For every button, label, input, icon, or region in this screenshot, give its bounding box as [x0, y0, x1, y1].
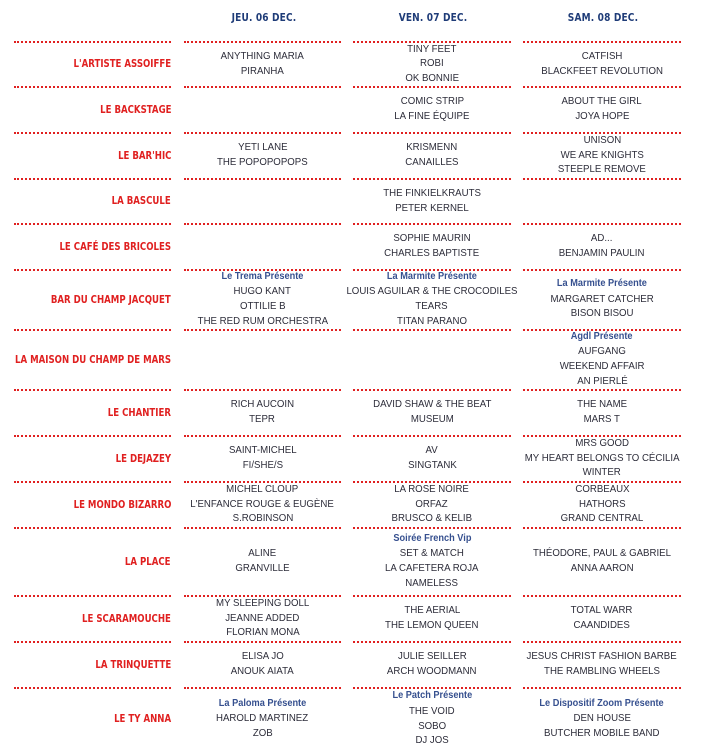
- artist-name: TEPR: [249, 413, 276, 425]
- artist-name: AV: [425, 444, 439, 457]
- artist-name: MARS T: [583, 413, 621, 425]
- artist-name: WINTER: [582, 466, 622, 479]
- artist-name: SET & MATCH: [399, 547, 465, 560]
- venue-name-cell: [14, 223, 171, 269]
- artist-name: CANAILLES: [405, 156, 459, 168]
- artist-name: JEANNE ADDED: [225, 611, 300, 624]
- venue-row: [0, 687, 704, 750]
- day-cell: [523, 687, 681, 750]
- day-cell: [184, 178, 341, 223]
- day-cell: [523, 641, 681, 687]
- artist-name: HUGO KANT: [233, 285, 292, 298]
- artist-name: BLACKFEET REVOLUTION: [541, 64, 663, 77]
- artist-name: LA FINE ÉQUIPE: [394, 110, 470, 122]
- artist-name: THE RAMBLING WHEELS: [544, 665, 660, 677]
- venue-name: LE MONDO BIZARRO: [73, 497, 171, 511]
- artist-name: MARGARET CATCHER: [550, 292, 654, 305]
- artist-name: ORFAZ: [415, 497, 449, 510]
- presenter-label: La Marmite Présente: [556, 278, 647, 290]
- venue-row: [0, 223, 704, 269]
- artist-name: THÉODORE, PAUL & GABRIEL: [533, 547, 671, 560]
- venue-name: LE BAR'HIC: [117, 148, 171, 162]
- artist-name: JULIE SEILLER: [397, 650, 467, 663]
- venue-name-cell: [14, 329, 171, 389]
- day-cell: [184, 389, 341, 435]
- venue-name-cell: [14, 132, 171, 178]
- artist-name: THE NAME: [577, 398, 627, 411]
- venue-name: LA BASCULE: [111, 194, 171, 207]
- presenter-label: La Marmite Présente: [386, 270, 477, 282]
- venue-name: LE SCARAMOUCHE: [82, 611, 171, 625]
- venue-rows: [0, 41, 704, 750]
- artist-name: OK BONNIE: [405, 71, 459, 84]
- artist-name: ELISA JO: [241, 650, 284, 663]
- day-cell: [184, 86, 341, 132]
- day-cell: [523, 223, 681, 269]
- artist-name: GRAND CENTRAL: [560, 512, 644, 525]
- day-cell: [523, 41, 681, 86]
- artist-name: ABOUT THE GIRL: [561, 95, 643, 108]
- artist-name: MRS GOOD: [575, 437, 629, 450]
- day-cell: [353, 132, 511, 178]
- presenter-label: Soirée French Vip: [392, 532, 472, 544]
- artist-name: AD...: [591, 232, 613, 245]
- artist-name: THE VOID: [409, 704, 455, 717]
- venue-name-cell: [14, 641, 171, 687]
- artist-name: CAANDIDES: [573, 619, 631, 631]
- venue-name: LA MAISON DU CHAMP DE MARS: [14, 352, 171, 366]
- artist-name: WE ARE KNIGHTS: [560, 148, 644, 161]
- presenter-label: Agdl Présente: [571, 330, 633, 342]
- artist-name: TITAN PARANO: [397, 314, 467, 327]
- artist-name: ZOB: [252, 726, 273, 739]
- venue-row: [0, 178, 704, 223]
- artist-name: ROBI: [420, 57, 444, 70]
- venue-name-cell: [14, 269, 171, 329]
- venue-name-cell: [14, 481, 171, 527]
- artist-name: L'ENFANCE ROUGE & EUGÈNE: [190, 497, 335, 510]
- venue-row: [0, 595, 704, 641]
- day-cell: [184, 527, 341, 595]
- artist-name: LA ROSE NOIRE: [394, 483, 470, 496]
- artist-name: NAMELESS: [405, 576, 459, 589]
- day-cell: [353, 481, 511, 527]
- artist-name: OTTILIE B: [239, 300, 286, 312]
- artist-name: BISON BISOU: [570, 307, 634, 320]
- artist-name: MY HEART BELONGS TO CÉCILIA: [524, 451, 680, 464]
- venue-name-cell: [14, 687, 171, 750]
- artist-name: THE FINKIELKRAUTS: [383, 186, 481, 199]
- artist-name: DJ JOS: [415, 734, 449, 747]
- day-cell: [353, 41, 511, 86]
- artist-name: STEEPLE REMOVE: [557, 163, 647, 176]
- venue-row: [0, 641, 704, 687]
- day-cell: [353, 389, 511, 435]
- venue-row: [0, 435, 704, 481]
- venue-name-cell: [14, 435, 171, 481]
- artist-name: JOYA HOPE: [574, 110, 630, 122]
- artist-name: ANNA AARON: [570, 562, 634, 574]
- artist-name: AN PIERLÉ: [576, 374, 628, 387]
- day-cell: [184, 223, 341, 269]
- artist-name: SINGTANK: [407, 459, 457, 471]
- artist-name: HATHORS: [578, 497, 626, 510]
- day-cell: [353, 223, 511, 269]
- day-cell: [353, 435, 511, 481]
- day-cell: [184, 435, 341, 481]
- day-cell: [184, 329, 341, 389]
- venue-name: L'ARTISTE ASSOIFFE: [73, 57, 171, 70]
- venue-name-cell: [14, 41, 171, 86]
- venue-row: [0, 41, 704, 86]
- artist-name: ANOUK AIATA: [231, 665, 294, 677]
- artist-name: CATFISH: [581, 49, 623, 62]
- day-cell: [184, 269, 341, 329]
- artist-name: BUTCHER MOBILE BAND: [544, 726, 660, 739]
- venue-name-cell: [14, 595, 171, 641]
- venue-name: LE DEJAZEY: [115, 451, 171, 465]
- venue-row: [0, 86, 704, 132]
- venue-name: LE CHANTIER: [107, 405, 171, 419]
- artist-name: BENJAMIN PAULIN: [559, 247, 645, 259]
- day-cell: [184, 132, 341, 178]
- venue-name: LE TY ANNA: [113, 712, 171, 725]
- venue-name: LA TRINQUETTE: [95, 657, 171, 671]
- artist-name: PIRANHA: [241, 64, 284, 77]
- artist-name: SOPHIE MAURIN: [393, 232, 471, 245]
- artist-name: UNISON: [583, 134, 621, 147]
- day-cell: [523, 178, 681, 223]
- artist-name: LOUIS AGUILAR & THE CROCODILES: [346, 285, 518, 298]
- artist-name: ALINE: [248, 547, 277, 560]
- venue-name-cell: [14, 527, 171, 595]
- day-cell: [184, 687, 341, 750]
- artist-name: JESUS CHRIST FASHION BARBE: [526, 650, 678, 663]
- day-header-row: [0, 0, 704, 34]
- venue-row: [0, 269, 704, 329]
- day-cell: [184, 41, 341, 86]
- venue-row: [0, 329, 704, 389]
- artist-name: MICHEL CLOUP: [226, 483, 299, 496]
- venue-row: [0, 132, 704, 178]
- venue-row: [0, 527, 704, 595]
- venue-row: [0, 481, 704, 527]
- venue-name: LE CAFÉ DES BRICOLES: [59, 239, 171, 253]
- day-cell: [523, 389, 681, 435]
- day-cell: [184, 481, 341, 527]
- artist-name: HAROLD MARTINEZ: [216, 712, 309, 725]
- venue-name: LA PLACE: [125, 554, 171, 568]
- artist-name: WEEKEND AFFAIR: [559, 360, 645, 372]
- day-cell: [353, 329, 511, 389]
- artist-name: MUSEUM: [410, 413, 454, 425]
- artist-name: PETER KERNEL: [395, 201, 469, 214]
- day-cell: [184, 595, 341, 641]
- day-cell: [353, 178, 511, 223]
- artist-name: FI/SHE/S: [242, 459, 283, 471]
- day-cell: [346, 269, 518, 329]
- artist-name: S.ROBINSON: [232, 512, 293, 525]
- artist-name: THE RED RUM ORCHESTRA: [197, 314, 328, 327]
- artist-name: YETI LANE: [237, 141, 288, 154]
- day-header-saturday: SAM. 08 DEC.: [567, 11, 639, 24]
- artist-name: CORBEAUX: [574, 483, 630, 496]
- venue-name-cell: [14, 178, 171, 223]
- artist-name: THE LEMON QUEEN: [385, 619, 479, 631]
- artist-name: GRANVILLE: [235, 562, 290, 574]
- artist-name: THE AERIAL: [404, 604, 460, 617]
- artist-name: COMIC STRIP: [400, 95, 464, 108]
- day-cell: [523, 481, 681, 527]
- venue-name: BAR DU CHAMP JACQUET: [51, 292, 171, 306]
- artist-name: KRISMENN: [406, 141, 458, 154]
- day-cell: [353, 86, 511, 132]
- artist-name: TEARS: [415, 300, 449, 312]
- venue-row: [0, 389, 704, 435]
- artist-name: ANYTHING MARIA: [220, 49, 305, 62]
- day-cell: [184, 641, 341, 687]
- day-cell: [353, 687, 511, 750]
- venue-name-cell: [14, 86, 171, 132]
- artist-name: DEN HOUSE: [573, 712, 631, 725]
- presenter-label: Le Patch Présente: [392, 690, 472, 702]
- presenter-label: La Paloma Présente: [218, 697, 307, 709]
- day-cell: [353, 641, 511, 687]
- artist-name: MY SLEEPING DOLL: [215, 597, 310, 610]
- day-cell: [523, 269, 681, 329]
- artist-name: TOTAL WARR: [571, 604, 633, 617]
- artist-name: THE POPOPOPOPS: [217, 156, 308, 168]
- day-cell: [523, 132, 681, 178]
- day-cell: [523, 595, 681, 641]
- artist-name: SAINT-MICHEL: [228, 444, 297, 457]
- day-cell: [523, 527, 681, 595]
- artist-name: FLORIAN MONA: [225, 626, 300, 639]
- day-cell: [523, 329, 681, 389]
- artist-name: CHARLES BAPTISTE: [384, 247, 480, 259]
- artist-name: TINY FEET: [407, 42, 457, 55]
- artist-name: RICH AUCOIN: [230, 398, 295, 411]
- artist-name: BRUSCO & KELIB: [391, 512, 473, 525]
- day-cell: [523, 435, 681, 481]
- artist-name: LA CAFETERA ROJA: [385, 562, 479, 574]
- day-cell: [523, 86, 681, 132]
- day-cell: [353, 527, 511, 595]
- artist-name: DAVID SHAW & THE BEAT: [372, 398, 492, 411]
- venue-name-cell: [14, 389, 171, 435]
- day-cell: [353, 595, 511, 641]
- venue-name: LE BACKSTAGE: [99, 102, 171, 116]
- day-header-thursday: JEU. 06 DEC.: [231, 11, 297, 24]
- artist-name: SOBO: [418, 719, 446, 732]
- presenter-label: Le Trema Présente: [221, 270, 304, 282]
- presenter-label: Le Dispositif Zoom Présente: [539, 697, 665, 709]
- day-header-friday: VEN. 07 DEC.: [398, 11, 468, 24]
- artist-name: ARCH WOODMANN: [387, 665, 477, 677]
- artist-name: AUFGANG: [578, 345, 626, 358]
